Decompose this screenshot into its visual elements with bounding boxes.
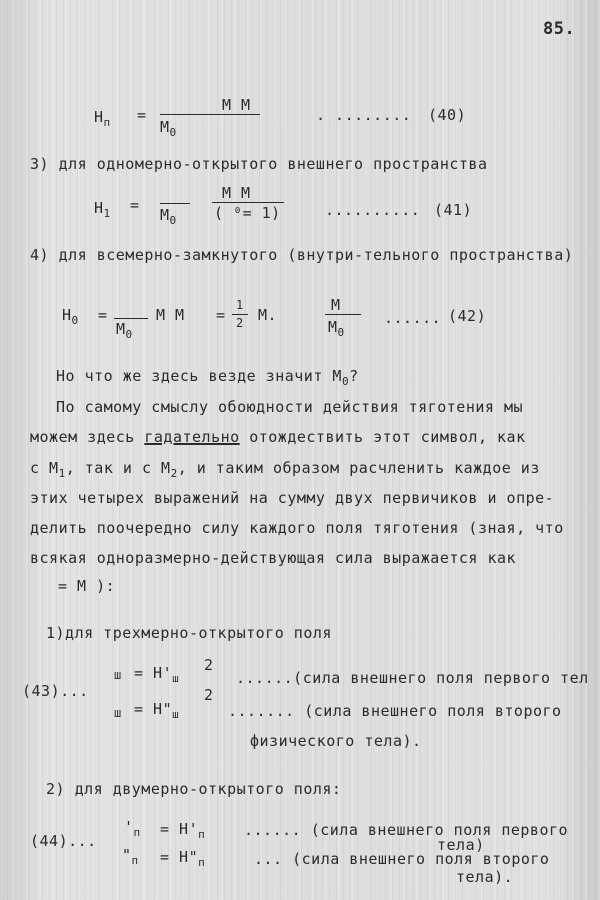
eq43-row3-text: физического тела).	[250, 732, 422, 750]
paragraph-line-1: По самому смыслу обоюдности действия тяготения мы	[56, 398, 524, 416]
eq43-row2-rhs: = $H"_ш$	[134, 700, 180, 721]
eq43-row1-lhs: ш	[114, 668, 122, 682]
eq42-lhs: $H_0$	[62, 306, 79, 327]
question-line: Но что же здесь везде значит $М_0$?	[56, 367, 359, 388]
eq44-row1-lhs: '$_п$	[124, 818, 141, 839]
subsection-2-heading: 2) для двумерно-открытого поля:	[46, 780, 342, 798]
eq44-row1-text: ...... (сила внешнего поля первого	[244, 821, 569, 839]
eq41-lhs: $H_1$	[94, 199, 111, 220]
eq42-mm: М М	[156, 306, 185, 324]
eq42-dots: ......	[384, 309, 442, 327]
paragraph-line-5: делить поочередно силу каждого поля тяготения (зная, что	[30, 519, 564, 537]
eq42-equals-2: =	[216, 306, 226, 324]
paragraph-line-2: можем здесь гадательно отождествить этот символ, как	[30, 428, 526, 446]
eq42-number: (42)	[448, 307, 487, 325]
eq43-row1-exp: 2	[204, 656, 214, 674]
eq41-sub-expression: ( ⁰= 1)	[214, 204, 281, 222]
item-3-heading: 3) для одномерно-открытого внешнего пространства	[30, 155, 488, 173]
paragraph-line-4: этих четырех выражений на сумму двух первичиков и опре-	[30, 489, 555, 507]
eq44-label: (44)...	[30, 832, 97, 850]
eq41-equals: =	[130, 196, 140, 214]
eq44-row2-lhs: "$_п$	[122, 846, 139, 867]
eq40-number: (40)	[428, 106, 467, 124]
eq40-equals: =	[137, 106, 147, 124]
eq41-numerator: М М	[222, 184, 251, 202]
eq44-row2-rhs: = $Н"_п$	[160, 848, 206, 869]
eq42-denominator: $М_0$	[116, 320, 133, 341]
eq43-label: (43)...	[22, 682, 89, 700]
eq40-numerator: М М	[222, 96, 251, 114]
subsection-1-heading: 1)для трехмерно-открытого поля	[46, 624, 332, 642]
eq42-frac2-denominator: $М_0$	[328, 318, 345, 339]
eq41-dots: ..........	[325, 201, 421, 219]
eq44-row1-rhs: = $Н'_п$	[160, 820, 206, 841]
eq42-equals: =	[98, 306, 108, 324]
eq44-row2-text: ... (сила внешнего поля второго	[254, 850, 550, 868]
eq43-row2-exp: 2	[204, 686, 214, 704]
eq43-row1-text: ......(сила внешнего поля первого тел	[236, 669, 589, 687]
page-number: 85.	[543, 19, 576, 39]
paragraph-line-6: всякая одноразмерно-действующая сила выражается как	[30, 549, 517, 567]
eq40-lhs: $H_п$	[94, 108, 111, 129]
eq40-denominator: $М_0$	[160, 118, 177, 139]
eq40-fraction-line	[160, 114, 260, 115]
underlined-word: гадательно	[144, 428, 240, 446]
eq43-row2-text: ....... (сила внешнего поля второго	[228, 702, 562, 720]
eq41-denominator: $М_0$	[160, 206, 177, 227]
eq41-fraction-line-2	[212, 202, 284, 203]
eq41-fraction-line	[160, 203, 190, 204]
eq40-dots: . ........	[316, 106, 412, 124]
paragraph-line-7: = М ):	[58, 577, 116, 595]
eq42-frac2-line	[325, 314, 361, 315]
eq43-row1-rhs: = $H'_ш$	[134, 664, 180, 685]
eq42-frac2-numerator: М	[331, 296, 341, 314]
item-4-heading: 4) для всемерно-замкнутого (внутри-тельного пространства)	[30, 246, 574, 264]
eq42-m-dot: М.	[258, 306, 278, 324]
eq41-number: (41)	[434, 201, 473, 219]
eq43-row2-lhs: ш	[114, 706, 122, 720]
paragraph-line-3: с $М_1$, так и с $М_2$, и таким образом расчленить каждое из	[30, 459, 540, 480]
eq44-row2-text2: тела).	[456, 868, 514, 886]
eq42-half-denominator: 2	[236, 316, 244, 330]
eq44-row1-text2: тела)	[437, 836, 485, 854]
eq42-half-numerator: 1	[236, 298, 244, 312]
eq42-fraction-line	[114, 318, 148, 319]
